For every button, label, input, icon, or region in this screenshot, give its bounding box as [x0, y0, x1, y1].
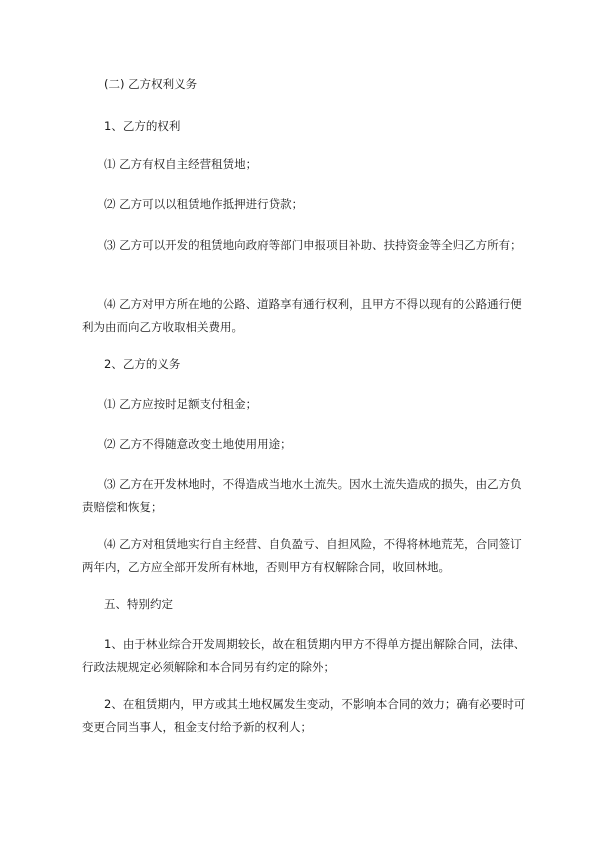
rights-item-3: ⑶ 乙方可以开发的租赁地向政府等部门申报项目补助、扶持资金等全归乙方所有； [104, 238, 522, 252]
special-provision-1: 1、由于林业综合开发周期较长，故在租赁期内甲方不得单方提出解除合同，法律、行政法规规定必须解除和本合同另有约定的除外； [82, 637, 526, 674]
subheading-party-b-obligations: 2、乙方的义务 [104, 357, 181, 371]
obligations-item-3: ⑶ 乙方在开发林地时，不得造成当地水土流失。因水土流失造成的损失，由乙方负责赔偿和恢复； [82, 477, 522, 514]
rights-item-1: ⑴ 乙方有权自主经营租赁地； [104, 157, 258, 171]
rights-item-4: ⑷ 乙方对甲方所在地的公路、道路享有通行权利，且甲方不得以现有的公路通行便利为由而向乙方收取相关费用。 [82, 297, 522, 334]
rights-item-2: ⑵ 乙方可以以租赁地作抵押进行贷款； [104, 197, 304, 211]
section-heading-special-provisions: 五、特别约定 [104, 597, 173, 611]
section-heading-party-b-rights-obligations: (二) 乙方权利义务 [104, 77, 198, 91]
obligations-item-2: ⑵ 乙方不得随意改变土地使用用途； [104, 437, 292, 451]
subheading-party-b-rights: 1、乙方的权利 [104, 119, 181, 133]
obligations-item-1: ⑴ 乙方应按时足额支付租金； [104, 397, 258, 411]
obligations-item-4: ⑷ 乙方对租赁地实行自主经营、自负盈亏、自担风险，不得将林地荒芜，合同签订两年内，乙方应全部开发所有林地，否则甲方有权解除合同，收回林地。 [82, 537, 522, 574]
special-provision-2: 2、在租赁期内，甲方或其土地权属发生变动，不影响本合同的效力；确有必要时可变更合同当事人，租金支付给予新的权利人； [82, 697, 526, 734]
